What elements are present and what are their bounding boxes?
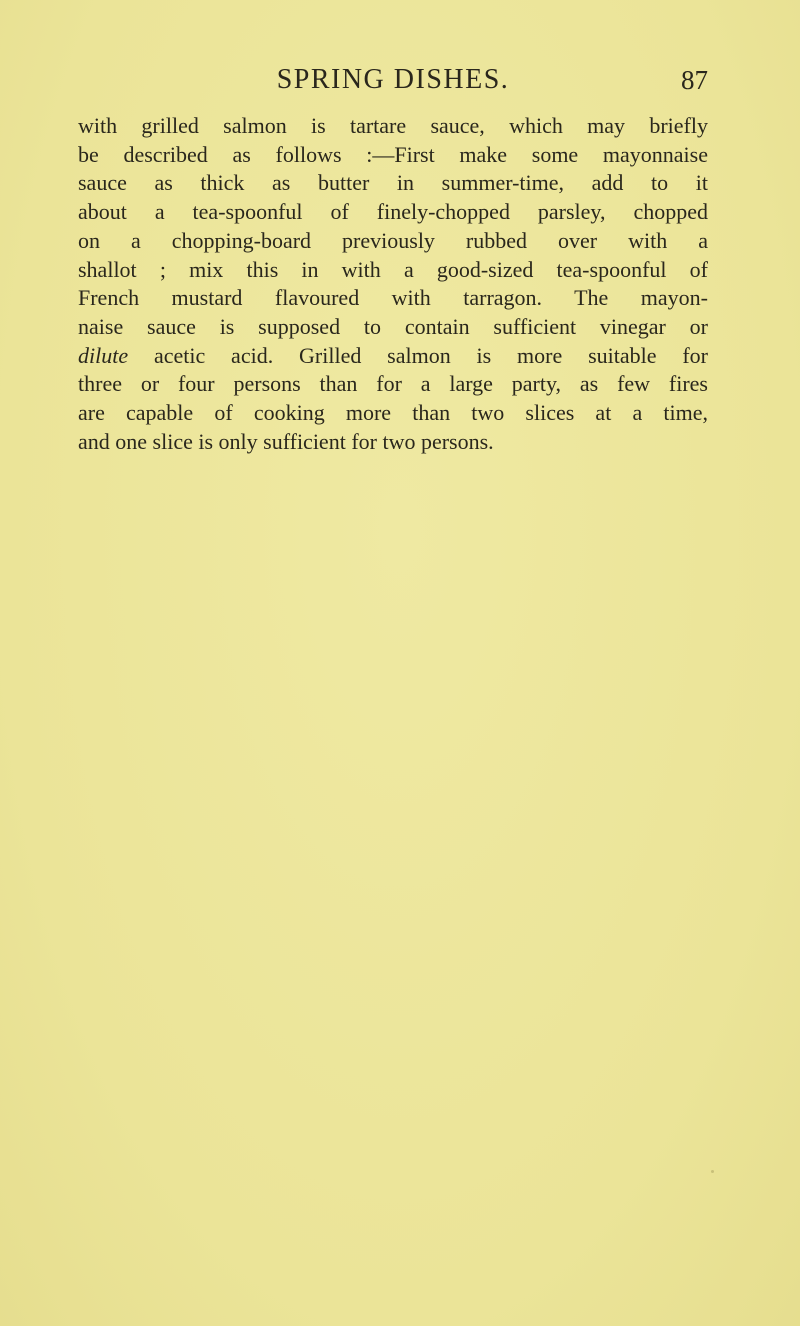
- text-line-remainder: acetic acid. Grilled salmon is more suitable for: [128, 342, 708, 368]
- running-title: SPRING DISHES.: [276, 64, 510, 95]
- text-line: with grilled salmon is tartare sauce, which may briefly: [78, 113, 708, 138]
- text-line-with-italic: [78, 342, 708, 371]
- text-line: about a tea-spoonful of finely-chopped parsley, chopped: [78, 199, 708, 225]
- text-line: sauce as thick as butter in summer-time, add to it: [78, 170, 708, 196]
- text-line: be described as follows :—First make some mayonnaise: [78, 141, 708, 167]
- body-paragraph: [78, 112, 708, 456]
- italic-word: dilute: [78, 342, 129, 368]
- text-line-last: and one slice is only sufficient for two persons.: [78, 428, 494, 454]
- text-line: naise sauce is supposed to contain sufficient vinegar or: [78, 313, 708, 339]
- running-head: [78, 58, 708, 102]
- text-line: shallot ; mix this in with a good-sized tea-spoonful of: [78, 256, 708, 282]
- paper-speck: [711, 1170, 714, 1173]
- text-line: French mustard flavoured with tarragon. The mayon-: [78, 285, 708, 311]
- text-line: on a chopping-board previously rubbed over with a: [78, 227, 708, 253]
- page-number: 87: [681, 65, 708, 95]
- text-line: are capable of cooking more than two slices at a time,: [78, 400, 708, 426]
- text-line: three or four persons than for a large party, as few fires: [78, 371, 708, 397]
